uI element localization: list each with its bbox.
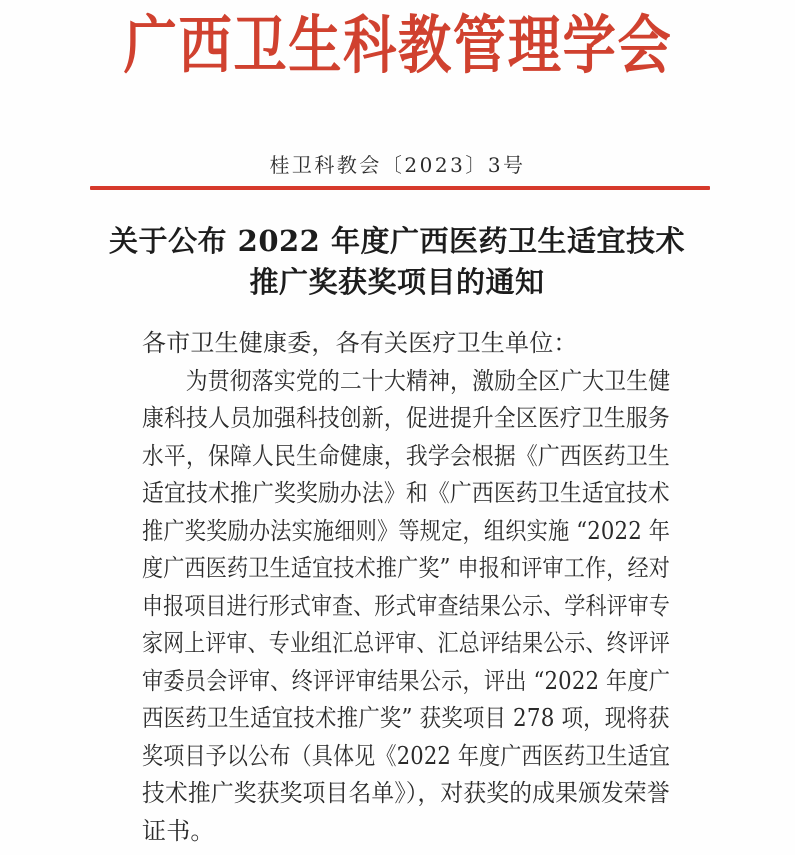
document-number: 桂卫科教会〔2023〕3号 [269, 153, 526, 177]
body-line: 申报项目进行形式审查、形式审查结果公示、学科评审专 [142, 591, 670, 620]
body-line: 西医药卫生适宜技术推广奖” 获奖项目 278 项，现将获 [142, 704, 670, 732]
body-line: 水平，保障人民生命健康，我学会根据《广西医药卫生 [142, 441, 670, 470]
body-line: 康科技人员加强科技创新，促进提升全区医疗卫生服务 [142, 404, 670, 432]
body-line: 审委员会评审、终评评审结果公示，评出 “2022 年度广 [142, 666, 671, 695]
page-title-line-1: 关于公布 2022 年度广西医药卫生适宜技术 [109, 224, 685, 258]
body-line: 奖项目予以公布（具体见《2022 年度广西医药卫生适宜 [142, 741, 671, 770]
masthead [0, 8, 795, 82]
salutation: 各市卫生健康委，各有关医疗卫生单位： [142, 329, 578, 357]
page-title-line-2: 推广奖获奖项目的通知 [249, 265, 545, 299]
body-line: 为贯彻落实党的二十大精神，激励全区广大卫生健 [185, 366, 671, 395]
red-divider-rule [90, 186, 710, 190]
page-title [97, 221, 697, 303]
body-line: 家网上评审、专业组汇总评审、汇总评结果公示、终评评 [142, 629, 670, 657]
body-line: 适宜技术推广奖奖励办法》和《广西医药卫生适宜技术 [142, 479, 670, 507]
organization-header: 广西卫生科教管理学会 [123, 8, 672, 82]
body-line: 度广西医药卫生适宜技术推广奖” 申报和评审工作，经对 [142, 554, 671, 582]
body-line: 证书。 [142, 816, 215, 845]
document-body [142, 325, 670, 850]
body-line: 推广奖奖励办法实施细则》等规定，组织实施 “2022 年 [142, 516, 671, 545]
body-line: 技术推广奖获奖项目名单》），对获奖的成果颁发荣誉 [142, 779, 670, 807]
